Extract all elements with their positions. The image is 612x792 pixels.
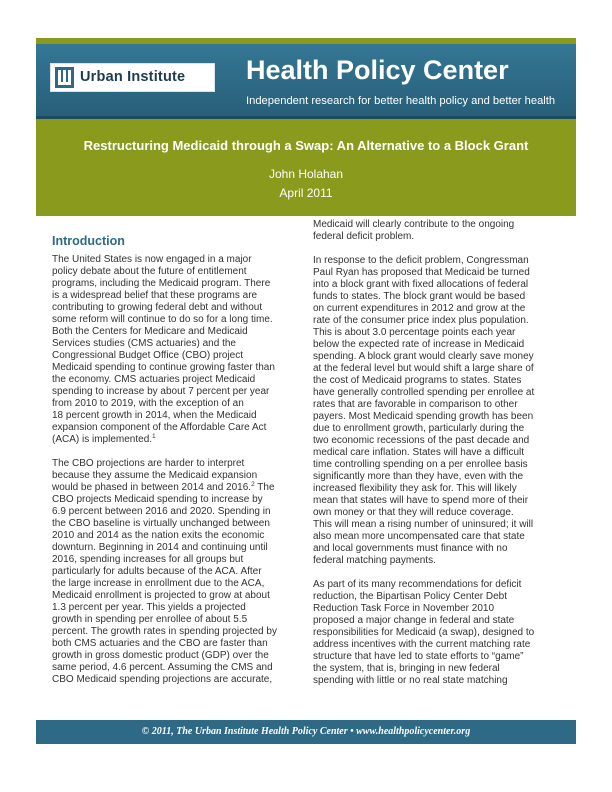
text-line: Medicaid enrollment is projected to grow at about <box>52 590 270 601</box>
text-line: proposed a major change in federal and state <box>313 615 515 626</box>
text-line: mean that states will have to spend more of their <box>313 495 529 506</box>
right-column <box>313 219 534 699</box>
text-line: In response to the deficit problem, Congressman <box>313 255 529 266</box>
text-line: and local governments must finance with no <box>313 543 508 554</box>
text-line: spending to increase by about 7 percent per year <box>52 386 270 397</box>
text-line: reduction, the Bipartisan Policy Center Debt <box>313 591 507 602</box>
footnote-marker[interactable]: 1 <box>152 433 156 440</box>
text-line: Both the Centers for Medicare and Medicaid <box>52 326 248 337</box>
text-line: own money or that they will reduce coverage. <box>313 507 514 518</box>
text-line: have generally controlled spending per enrollee at <box>313 387 535 398</box>
text-line: same period, 4.6 percent. Assuming the CMS and <box>52 662 273 673</box>
text-line: federal deficit problem. <box>313 231 415 242</box>
text-line: 6.9 percent between 2016 and 2020. Spending in <box>52 506 271 517</box>
logo-text: Urban Institute <box>80 69 186 85</box>
text-line: payers. Most Medicaid spending growth has been <box>313 411 534 422</box>
text-line: structure that have led to state efforts to “game” <box>313 651 524 662</box>
text-line: into a block grant with fixed allocations of federal <box>313 279 529 290</box>
text-line: rates that are favorable in comparison to other <box>313 399 518 410</box>
text-line: two economic recessions of the past decade and <box>313 435 530 446</box>
tagline: Independent research for better health policy and better health <box>246 95 556 107</box>
text-line: This will mean a rising number of uninsured; it will <box>313 519 534 530</box>
section-heading: Introduction <box>52 234 125 248</box>
text-line: rate of the consumer price index plus population. <box>313 315 529 326</box>
text-line: CBO Medicaid spending projections are accurate, <box>52 674 273 685</box>
text-line: also mean more uncompensated care that state <box>313 531 525 542</box>
text-line: the economy. CMS actuaries project Medicaid <box>52 374 256 385</box>
document-title: Restructuring Medicaid through a Swap: An Alternative to a Block Grant <box>83 138 529 153</box>
footnote-marker[interactable]: 2 <box>251 481 255 488</box>
document-author: John Holahan <box>268 167 344 181</box>
paragraph <box>52 254 277 446</box>
text-line: on current expenditures in 2012 and grow at the <box>313 303 526 314</box>
text-line: Medicaid will clearly contribute to the ongoing <box>313 219 515 230</box>
text-line: Services studies (CMS actuaries) and the <box>52 338 236 349</box>
paragraph <box>313 255 534 567</box>
text-line: time controlling spending on a per enrollee basis <box>313 459 528 470</box>
center-name: Health Policy Center <box>246 55 509 85</box>
text-line: growth in gross domestic product (GDP) over the <box>52 650 269 661</box>
document-date: April 2011 <box>279 186 333 200</box>
paragraph <box>313 579 534 687</box>
paragraph <box>313 219 534 243</box>
text-line: significantly more than they have, even with the <box>313 471 524 482</box>
text-line: downturn. Beginning in 2014 and continuing until <box>52 542 268 553</box>
text-line: 18 percent growth in 2014, when the Medicaid <box>52 410 257 421</box>
text-line <box>52 434 277 446</box>
text-line: at the federal level but would shift a large share of <box>313 363 534 374</box>
text-line: funds to states. The block grant would be based <box>313 291 526 302</box>
text-line: the CBO baseline is virtually unchanged between <box>52 518 270 529</box>
text-line <box>52 482 277 494</box>
text-fragment: (ACA) is implemented. <box>52 434 153 445</box>
text-line: Congressional Budget Office (CBO) project <box>52 350 244 361</box>
text-line: because they assume the Medicaid expansion <box>52 470 258 481</box>
text-line: increased flexibility they ask for. This will likely <box>313 483 517 494</box>
text-line: 2016, spending increases for all groups but <box>52 554 244 565</box>
text-line: particularly for adults because of the ACA. After <box>52 566 262 577</box>
footer-text[interactable]: © 2011, The Urban Institute Health Policy Center • www.healthpolicycenter.org <box>141 726 471 737</box>
left-column <box>52 254 277 698</box>
text-line: expansion component of the Affordable Care Act <box>52 422 267 433</box>
text-line: responsibilities for Medicaid (a swap), designed to <box>313 627 535 638</box>
text-line: contributing to growing federal debt and without <box>52 302 263 313</box>
paragraph <box>52 458 277 686</box>
text-line: spending. A block grant would clearly save money <box>313 351 534 362</box>
text-line: some reform will continue to do so for a long time. <box>52 314 273 325</box>
text-line: medical care inflation. States will have a difficult <box>313 447 525 458</box>
text-line: This is about 3.0 percentage points each year <box>313 327 516 338</box>
text-line: Paul Ryan has proposed that Medicaid be turned <box>313 267 530 278</box>
text-line: federal matching payments. <box>313 555 436 566</box>
text-fragment: The <box>254 482 275 493</box>
text-line: Reduction Task Force in November 2010 <box>313 603 495 614</box>
urban-institute-logo-icon <box>55 67 74 88</box>
text-line: CBO projects Medicaid spending to increase by <box>52 494 263 505</box>
text-line: Medicaid spending to continue growing faster than <box>52 362 275 373</box>
text-line: programs, including the Medicaid program. There <box>52 278 271 289</box>
text-line: address incentives with the current matching rate <box>313 639 531 650</box>
text-line: the cost of Medicaid programs to states. States <box>313 375 522 386</box>
text-line: percent. The growth rates in spending projected by <box>52 626 277 637</box>
text-line: is a widespread belief that these programs are <box>52 290 258 301</box>
text-fragment: would be phased in between 2014 and 2016. <box>52 482 252 493</box>
text-line: both CMS actuaries and the CBO are faster than <box>52 638 268 649</box>
text-line: due to enrollment growth, particularly during the <box>313 423 525 434</box>
text-line: the large increase in enrollment due to the ACA, <box>52 578 265 589</box>
text-line: The United States is now engaged in a major <box>52 254 252 265</box>
text-line: policy debate about the future of entitlement <box>52 266 247 277</box>
text-line: from 2010 to 2019, with the exception of an <box>52 398 244 409</box>
text-line: growth in spending per enrollee of about 5.5 <box>52 614 248 625</box>
text-line: The CBO projections are harder to interpret <box>52 458 245 469</box>
text-line: the system, that is, bringing in new federal <box>313 663 500 674</box>
text-line: 1.3 percent per year. This yields a projected <box>52 602 246 613</box>
text-line: spending with little or no real state matching <box>313 675 508 686</box>
text-line: 2010 and 2014 as the nation exits the economic <box>52 530 265 541</box>
text-line: As part of its many recommendations for deficit <box>313 579 522 590</box>
text-line: below the expected rate of increase in Medicaid <box>313 339 525 350</box>
